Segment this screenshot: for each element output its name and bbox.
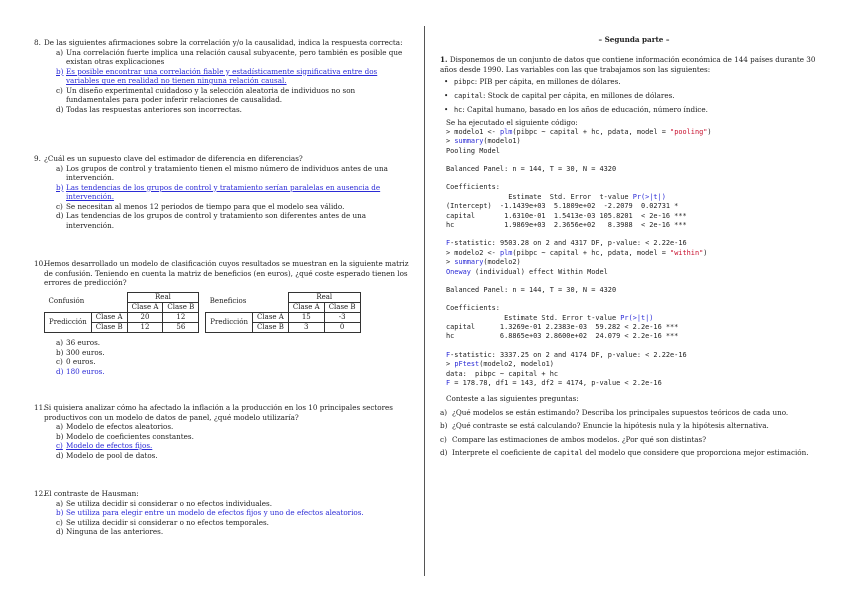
code-line: Pooling Model xyxy=(446,146,500,155)
question-9 xyxy=(34,154,410,230)
option-c: c) Se utiliza decidir si considerar o no efectos temporales. xyxy=(56,517,269,527)
code-line: F-statistic: 9503.28 on 2 and 4317 DF, p-value: < 2.22e-16 xyxy=(446,239,687,248)
question-number: 8. xyxy=(34,38,41,47)
sub-question-a: a) ¿Qué modelos se están estimando? Describa los principales supuestos teóricos de cada uno. xyxy=(440,407,789,417)
code-line: Estimate Std. Error t-value Pr(>|t|) xyxy=(446,313,654,322)
code-line: Coefficients: xyxy=(446,183,500,192)
question-number: 10. xyxy=(34,259,46,268)
option-d: d) Todas las respuestas anteriores son incorrectas. xyxy=(56,104,242,114)
code-line: Estimate Std. Error t-value Pr(>|t|) xyxy=(446,192,666,201)
option-c-correct: c) Modelo de efectos fijos. xyxy=(56,441,153,450)
code-line: > modelo2 <- plm(pibpc ~ capital + hc, pdata, model = "within") xyxy=(446,248,708,257)
exercise-number: 1. xyxy=(440,55,448,64)
question-number: 9. xyxy=(34,154,41,163)
code-line: data: pibpc ~ capital + hc xyxy=(446,369,559,378)
code-line: F = 178.78, df1 = 143, df2 = 4174, p-value < 2.2e-16 xyxy=(446,379,662,388)
code-line: Coefficients: xyxy=(446,304,500,313)
option-d-correct: d) 180 euros. xyxy=(56,366,105,376)
code-line: hc 1.9869e+03 2.3656e+02 8.3988 < 2e-16 *** xyxy=(446,220,687,229)
option-a: a) Se utiliza decidir si considerar o no efectos individuales. xyxy=(56,498,273,508)
question-11 xyxy=(34,403,410,460)
confusion-matrix: Confusión Real Clase A Clase B Predicción Clase A 20 12 Clase B 12 56 xyxy=(44,292,199,334)
question-8 xyxy=(34,38,410,114)
code-intro: Se ha ejecutado el siguiente código: xyxy=(446,118,578,128)
variable-item: • capital: Stock de capital per cápita, en millones de dólares. xyxy=(444,91,675,101)
sub-question-b: b) ¿Qué contraste se está calculando? Enuncie la hipótesis nula y la hipótesis alternativa. xyxy=(440,421,769,431)
option-b: b) 300 euros. xyxy=(56,347,105,357)
code-line: > modelo1 <- plm(pibpc ~ capital + hc, pdata, model = "pooling") xyxy=(446,127,712,136)
question-text: De las siguientes afirmaciones sobre la correlación y/o la causalidad, indica la respuesta correcta: xyxy=(44,38,403,47)
option-list xyxy=(56,422,410,460)
code-line: (Intercept) -1.1439e+03 5.1809e+02 -2.2079 0.02731 * xyxy=(446,202,679,211)
variable-item: • pibpc: PIB per cápita, en millones de dólares. xyxy=(444,77,621,86)
code-line: > summary(modelo1) xyxy=(446,137,521,146)
option-d: d) Ninguna de las anteriores. xyxy=(56,527,164,536)
option-list xyxy=(56,48,410,115)
option-list xyxy=(56,499,410,537)
column-divider xyxy=(424,26,425,576)
option-a: a) Modelo de efectos aleatorios. xyxy=(56,422,174,431)
question-text: Si quisiera analizar cómo ha afectado la inflación a la producción en los 10 principales sectores productivos con un modelo de datos de panel, ¿qué modelo utilizaría? xyxy=(44,403,393,422)
code-line: hc 6.8865e+03 2.8600e+02 24.079 < 2.2e-16 *** xyxy=(446,332,679,341)
variable-item: • hc: Capital humano, basado en los años de educación, número índice. xyxy=(444,105,708,115)
r-code-output xyxy=(446,128,828,389)
option-a: a) Los grupos de control y tratamiento tienen el mismo número de individuos antes de una intervención. xyxy=(56,163,388,182)
option-b: b) Modelo de coeficientes constantes. xyxy=(56,431,194,441)
option-list xyxy=(56,164,410,231)
option-d: d) Modelo de pool de datos. xyxy=(56,450,158,460)
sub-question-c: c) Compare las estimaciones de ambos modelos. ¿Por qué son distintas? xyxy=(440,434,707,444)
benefits-matrix: Beneficios Real Clase A Clase B Predicción Clase A 15 -3 Clase B 3 0 xyxy=(205,292,360,334)
option-a: a) 36 euros. xyxy=(56,338,101,348)
option-d: d) Las tendencias de los grupos de control y tratamiento son diferentes antes de una intervención. xyxy=(56,211,367,230)
option-c: c) 0 euros. xyxy=(56,357,96,367)
sub-question-d: d) Interprete el coeficiente de capital del modelo que considere que proporciona mejor estimación. xyxy=(440,448,809,458)
option-b-correct: b) Las tendencias de los grupos de control y tratamiento serían paralelas en ausencia de intervención. xyxy=(56,182,381,201)
option-c: c) Se necesitan al menos 12 periodos de tiempo para que el modelo sea válido. xyxy=(56,201,345,211)
question-text: ¿Cuál es un supuesto clave del estimador de diferencia en diferencias? xyxy=(44,154,303,163)
option-c: c) Un diseño experimental cuidadoso y la selección aleatoria de individuos no son fundamentales para poder inferir relaciones de causalidad. xyxy=(56,85,356,104)
matrices xyxy=(44,292,410,334)
question-number: 12. xyxy=(34,489,46,498)
question-number: 11. xyxy=(34,403,46,412)
question-text: Hemos desarrollado un modelo de clasificación cuyos resultados se muestran en la siguiente matriz de confusión. Teniendo en cuenta la matriz de beneficios (en euros), ¿qué coste esperado tienen los errores de predicción? xyxy=(44,259,409,287)
question-12 xyxy=(34,489,410,537)
question-10 xyxy=(34,259,410,376)
code-line: > pFtest(modelo2, modelo1) xyxy=(446,360,554,369)
answer-intro: Conteste a las siguientes preguntas: xyxy=(446,394,579,404)
variable-list xyxy=(440,77,828,115)
exercise-1 xyxy=(440,55,828,459)
option-list xyxy=(56,338,410,376)
code-line: > summary(modelo2) xyxy=(446,258,521,267)
code-line: capital 1.3269e-01 2.2383e-03 59.282 < 2.2e-16 *** xyxy=(446,323,679,332)
code-line: capital 1.6310e-01 1.5413e-03 105.8201 < 2e-16 *** xyxy=(446,211,687,220)
code-line: F-statistic: 3337.25 on 2 and 4174 DF, p-value: < 2.22e-16 xyxy=(446,350,687,359)
option-b-correct: b) Se utiliza para elegir entre un modelo de efectos fijos y uno de efectos aleatorios. xyxy=(56,508,364,517)
section-title: – Segunda parte – xyxy=(598,35,670,44)
question-text: El contraste de Hausman: xyxy=(44,489,139,498)
code-line: Balanced Panel: n = 144, T = 30, N = 4320 xyxy=(446,165,617,173)
code-line: Oneway (individual) effect Within Model xyxy=(446,267,608,276)
exercise-intro: 1. Disponemos de un conjunto de datos que contiene información económica de 144 países durante 30 años desde 1990. Las variables con las que trabajamos son las siguientes: xyxy=(440,55,816,74)
sub-question-list xyxy=(440,408,828,459)
code-line: Balanced Panel: n = 144, T = 30, N = 4320 xyxy=(446,285,617,294)
option-b-correct: b) Es posible encontrar una correlación fiable y estadísticamente significativa entre dos variables que en realidad no tienen ninguna relación causal. xyxy=(56,66,378,85)
option-a: a) Una correlación fuerte implica una relación causal subyacente, pero también es posible que existan otras explicaciones xyxy=(56,47,403,66)
